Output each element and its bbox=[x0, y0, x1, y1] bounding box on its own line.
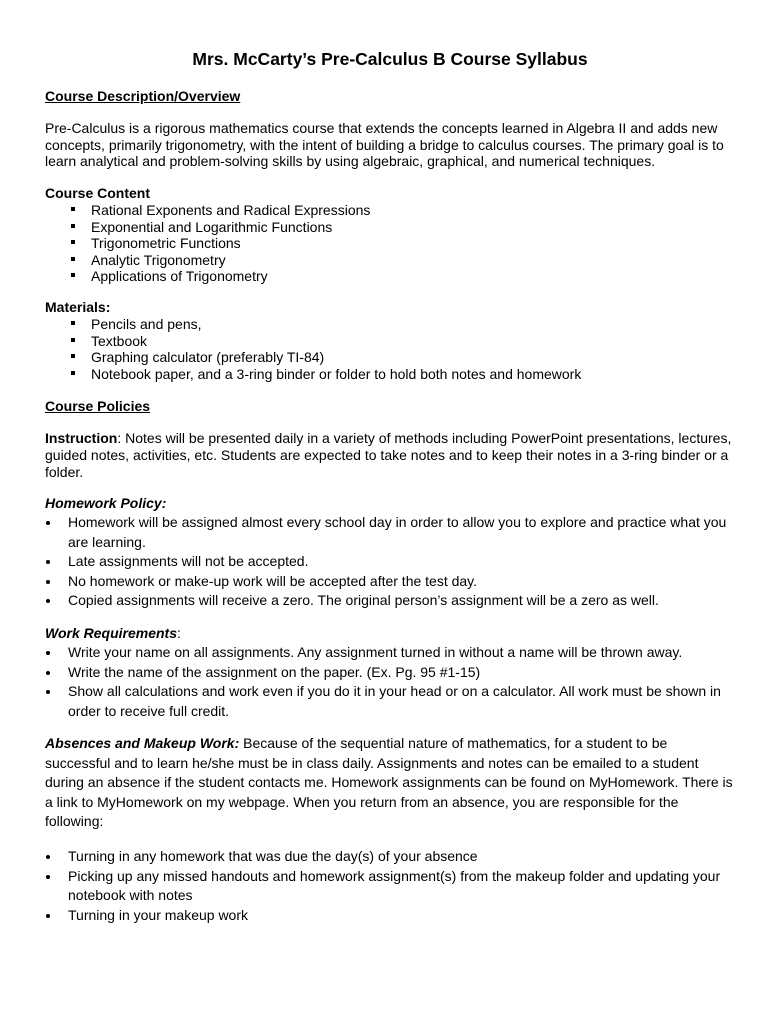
absences-text: Because of the sequential nature of mathematics, for a student to be successful and to learn he/she must be in class daily. Assignments and notes can be emailed to a student during an absence if the student contacts me. Homework assignments can be found on MyHomework. There is a link to MyHomework on my webpage. When you return from an absence, you are responsible for the following: bbox=[45, 735, 733, 829]
homework-policy-heading: Homework Policy: bbox=[45, 495, 167, 511]
work-requirements-heading: Work Requirements bbox=[45, 625, 177, 641]
list-item: Analytic Trigonometry bbox=[45, 252, 735, 269]
list-item: No homework or make-up work will be accepted after the test day. bbox=[45, 572, 735, 592]
list-item: Trigonometric Functions bbox=[45, 235, 735, 252]
list-item: Homework will be assigned almost every school day in order to allow you to explore and practice what you are learning. bbox=[45, 513, 735, 552]
course-content-heading: Course Content bbox=[45, 185, 150, 201]
list-item: Write your name on all assignments. Any assignment turned in without a name will be thrown away. bbox=[45, 643, 735, 663]
homework-policy-list bbox=[45, 513, 735, 611]
course-policies-heading: Course Policies bbox=[45, 398, 151, 414]
course-content-list bbox=[45, 202, 735, 285]
list-item: Applications of Trigonometry bbox=[45, 268, 735, 285]
list-item: Notebook paper, and a 3-ring binder or folder to hold both notes and homework bbox=[45, 366, 735, 383]
list-item: Late assignments will not be accepted. bbox=[45, 552, 735, 572]
instruction-text: : Notes will be presented daily in a variety of methods including PowerPoint presentations, lectures, guided notes, activities, etc. Students are expected to take notes and to keep their notes in a 3-ring binder or a folder. bbox=[45, 430, 732, 480]
work-requirements-heading-line bbox=[45, 625, 735, 642]
list-item: Pencils and pens, bbox=[45, 316, 735, 333]
absences-paragraph bbox=[45, 734, 735, 832]
list-item: Show all calculations and work even if you do it in your head or on a calculator. All work must be shown in order to receive full credit. bbox=[45, 682, 735, 721]
list-item: Graphing calculator (preferably TI-84) bbox=[45, 349, 735, 366]
list-item: Rational Exponents and Radical Expressions bbox=[45, 202, 735, 219]
absences-label: Absences and Makeup Work: bbox=[45, 735, 240, 751]
instruction-label: Instruction bbox=[45, 430, 118, 446]
list-item: Turning in your makeup work bbox=[45, 906, 735, 926]
materials-list bbox=[45, 316, 735, 382]
course-description-heading: Course Description/Overview bbox=[45, 88, 241, 104]
list-item: Copied assignments will receive a zero. The original person’s assignment will be a zero as well. bbox=[45, 591, 735, 611]
list-item: Picking up any missed handouts and homework assignment(s) from the makeup folder and updating your notebook with notes bbox=[45, 867, 735, 906]
work-requirements-colon: : bbox=[177, 625, 181, 641]
list-item: Turning in any homework that was due the day(s) of your absence bbox=[45, 847, 735, 867]
course-description-text: Pre-Calculus is a rigorous mathematics course that extends the concepts learned in Algebra II and adds new concepts, primarily trigonometry, with the intent of building a bridge to calculus courses. The primary goal is to learn analytical and problem-solving skills by using algebraic, graphical, and numerical techniques. bbox=[45, 120, 724, 169]
work-requirements-list bbox=[45, 643, 735, 721]
list-item: Textbook bbox=[45, 333, 735, 350]
instruction-paragraph bbox=[45, 430, 735, 480]
page-title: Mrs. McCarty’s Pre-Calculus B Course Syllabus bbox=[192, 49, 588, 69]
list-item: Exponential and Logarithmic Functions bbox=[45, 219, 735, 236]
materials-heading: Materials: bbox=[45, 299, 111, 315]
list-item: Write the name of the assignment on the paper. (Ex. Pg. 95 #1-15) bbox=[45, 663, 735, 683]
absences-list bbox=[45, 847, 735, 925]
